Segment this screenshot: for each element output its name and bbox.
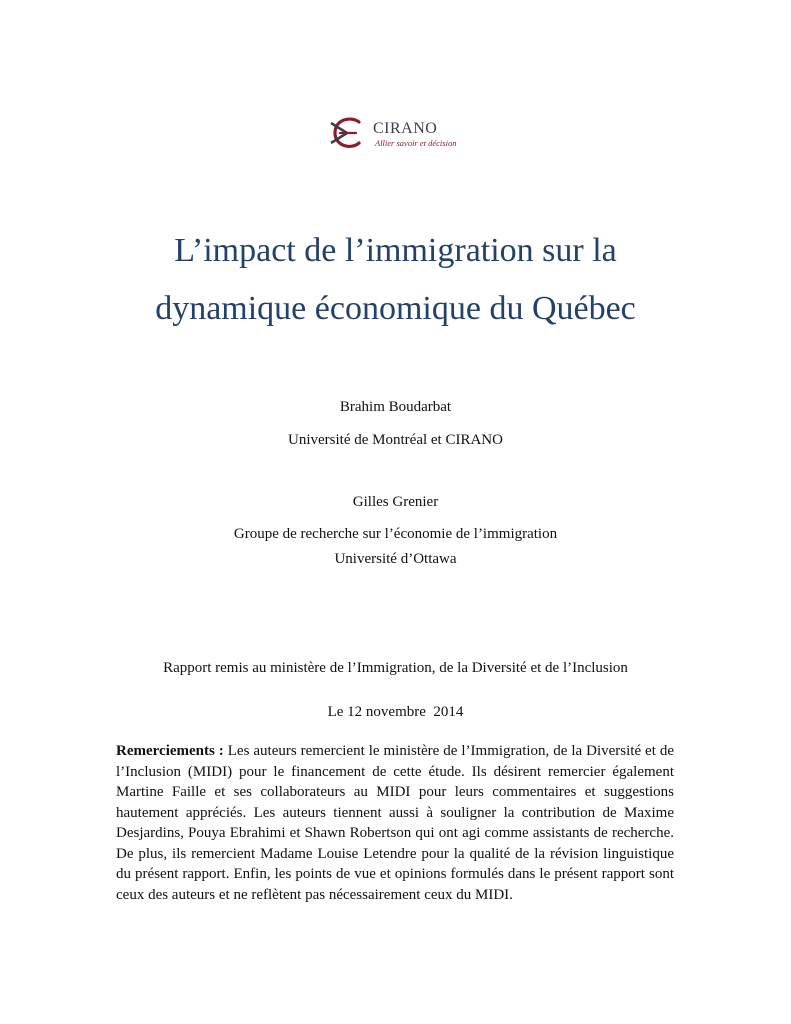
logo-tagline: Allier savoir et décision [375, 138, 457, 148]
title-line-2: dynamique économique du Québec [155, 290, 636, 327]
author-1-name: Brahim Boudarbat [339, 399, 452, 415]
author-2-affiliation-line-2: Université d’Ottawa [334, 551, 457, 567]
cirano-logo [329, 117, 469, 153]
author-2-affiliation-line-1: Groupe de recherche sur l’économie de l’immigration [233, 526, 558, 542]
author-2-name: Gilles Grenier [352, 494, 439, 510]
title-line-1: L’impact de l’immigration sur la [174, 232, 617, 269]
report-date: Le 12 novembre 2014 [327, 704, 464, 720]
cirano-logo-mark-icon [329, 117, 365, 149]
author-1-affiliation: Université de Montréal et CIRANO [288, 432, 503, 448]
acknowledgements-text: Les auteurs remercient le ministère de l’Immigration, de la Diversité et de l’Inclusion (MIDI) pour le financement de cette étude. Ils désirent remercier également Martine Faille et ses collaborateurs au MIDI pour leurs commentaires et suggestions hautement appréciés. Les auteurs tiennent aussi à souligner la contribution de Maxime Desjardins, Pouya Ebrahimi et Shawn Robertson qui ont agi comme assistants de recherche. De plus, ils remercient Madame Louise Letendre pour la qualité de la révision linguistique du présent rapport. Enfin, les points de vue et opinions formulés dans le présent rapport sont ceux des auteurs et ne reflètent pas nécessairement ceux du MIDI. [116, 743, 674, 903]
acknowledgements-paragraph [116, 741, 674, 905]
document-title [0, 222, 791, 338]
report-note: Rapport remis au ministère de l’Immigration, de la Diversité et de l’Inclusion [163, 660, 628, 676]
acknowledgements-label: Remerciements : [116, 743, 224, 759]
logo-name: CIRANO [373, 120, 438, 137]
